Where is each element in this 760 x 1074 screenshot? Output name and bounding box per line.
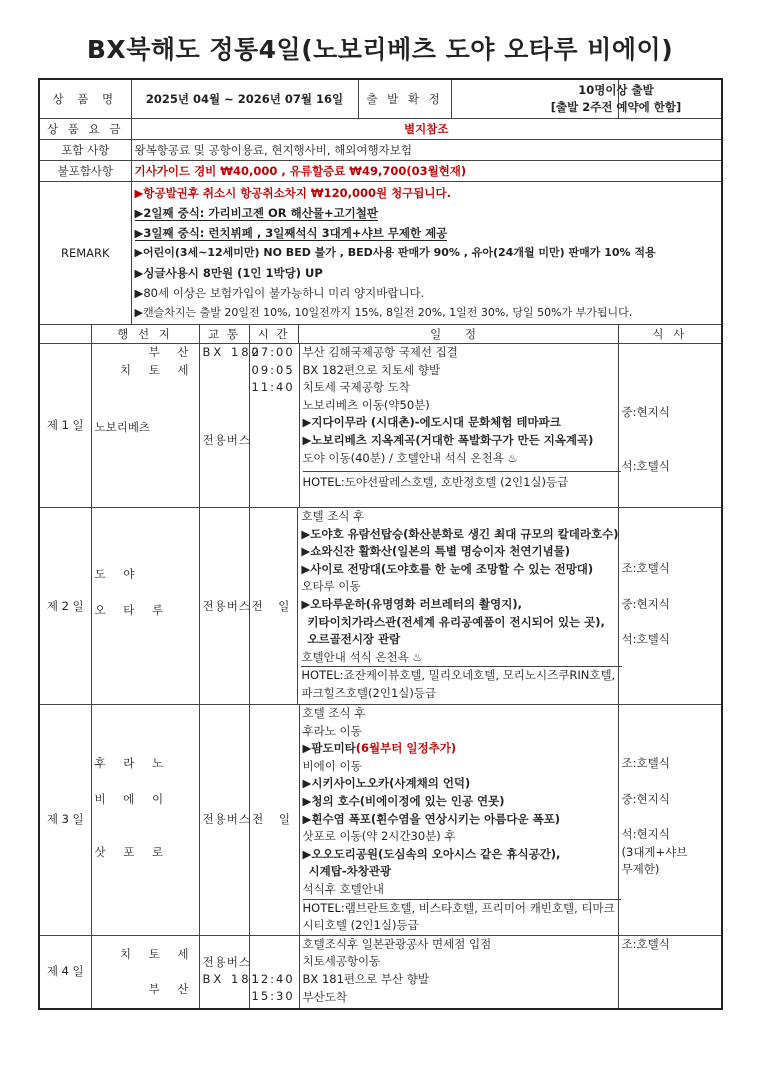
remark-line: ▶싱글사용시 8만원 (1인 1박당) UP (134, 266, 323, 280)
itinerary-line: 오르골전시장 관람 (307, 632, 401, 647)
itinerary-line: 도야 이동(40분) / 호텔안내 석식 온천욕 ♨ (302, 450, 518, 465)
meal: (3대게+샤브 (621, 844, 688, 859)
place: 비 에 이 (94, 791, 171, 806)
meal: 중:현지식 (621, 405, 670, 419)
itinerary-line: ▶시키사이노오카(사계채의 언덕) (302, 776, 471, 791)
place: 후 라 노 (94, 756, 171, 770)
hotel-line: HOTEL:죠잔케이뷰호텔, 밀리오네호텔, 모리노시즈쿠RIN호텔, (301, 666, 621, 685)
itinerary-line: 삿포로 이동(약 2시간30분) 후 (302, 829, 456, 844)
time: 12:40 (251, 971, 295, 986)
price-label: 상 품 요 금 (39, 119, 131, 140)
transport: 전용버스 (199, 508, 249, 705)
itinerary-line: ▶지다이무라 (시대촌)-에도시대 문화체험 테마파크 (302, 415, 561, 430)
meal: 석:호텔식 (621, 458, 670, 473)
itinerary-line: 치토세공항이동 (302, 954, 381, 969)
hotel-line: 파크힐즈호텔(2인1실)등급 (301, 685, 437, 700)
meal: 조:호텔식 (621, 561, 670, 575)
itinerary-line: 노보리베츠 이동(약50분) (302, 397, 430, 412)
day-row (39, 508, 722, 705)
itinerary-line: ▶쇼와신잔 활화산(일본의 특별 명승이자 천연기념물) (301, 544, 571, 559)
transport: 전용버스 (199, 705, 249, 936)
excluded-value: 기사가이드 경비 ₩40,000 , 유류할증료 ₩49,700(03월현재) (131, 161, 722, 182)
itinerary-line: 비에이 이동 (302, 758, 362, 773)
itinerary-line: 호텔 조식 후 (302, 706, 366, 720)
time: 전 일 (250, 508, 299, 704)
place: 부 산 (148, 982, 196, 997)
included-label: 포함 사항 (39, 140, 131, 161)
excluded-label: 불포함사항 (39, 161, 131, 182)
time: 07:00 (251, 345, 295, 359)
included-value: 왕복항공료 및 공항이용료, 현지행사비, 해외여행자보험 (131, 140, 722, 161)
itinerary-line: BX 181편으로 부산 향발 (302, 971, 429, 986)
period-label: 상 품 명 (39, 79, 131, 119)
remark-box (131, 182, 722, 325)
meal: 중:현지식 (621, 596, 670, 611)
time: 전 일 (250, 705, 300, 935)
meal: 석:현지식 (621, 827, 670, 842)
time: 15:30 (251, 989, 295, 1004)
remark-line: ▶항공발권후 취소시 항공취소차지 ₩120,000원 청구됩니다. (134, 186, 451, 200)
itinerary-line: 석식후 호텔안내 (302, 881, 384, 896)
remark-line: ▶캔슬차지는 출발 20일전 10%, 10일전까지 15%, 8일전 20%, 1일전 30%, 당일 50%가 부가됩니다. (134, 306, 633, 319)
col-transport: 교 통 (199, 325, 249, 344)
hotel-line: HOTEL:도야선팔레스호텔, 호반정호텔 (2인1실)등급 (303, 471, 621, 492)
itinerary-line: 부산도착 (302, 989, 347, 1004)
place: 치 토 세 (119, 362, 196, 377)
itinerary-line: 오타루 이동 (301, 579, 361, 594)
col-time: 시 간 (250, 325, 299, 343)
transport: BX 182 (202, 345, 262, 359)
meal: 조:호텔식 (621, 936, 670, 951)
confirm-line: [출발 2주전 예약에 한함] (550, 100, 682, 114)
place: 삿 포 로 (94, 845, 171, 860)
remark-line: ▶어린이(3세~12세미만) NO BED 불가 , BED사용 판매가 90% , 유아(24개월 미만) 판매가 10% 적용 (134, 246, 656, 259)
meal: 중:현지식 (621, 791, 670, 806)
transport: 전용버스 (202, 432, 251, 447)
hotel-line: HOTEL:램브란트호텔, 비스타호텔, 프리미어 캐빈호텔, 티마크 (303, 899, 621, 918)
col-destination: 행 선 지 (91, 325, 199, 344)
remark-line: ▶3일째 중식: 런치뷔페 , 3일째석식 3대게+샤브 무제한 제공 (134, 226, 448, 240)
confirm-text (514, 80, 718, 118)
itinerary-line: ▶청의 호수(비에이정에 있는 인공 연못) (302, 793, 505, 808)
itinerary-line: ▶노보리베츠 지옥계곡(거대한 폭발화구가 만든 지옥계곡) (302, 432, 594, 447)
tour-info-table (38, 78, 723, 1010)
place: 노보리베츠 (94, 420, 151, 435)
transport: BX 181 (202, 972, 262, 987)
meal: 석:호텔식 (621, 632, 670, 647)
col-meals: 식 사 (618, 325, 722, 344)
itinerary-line: 호텔조식후 일본관광공사 면세점 입점 (302, 936, 492, 951)
place: 부 산 (148, 345, 196, 359)
remark-label: REMARK (39, 182, 131, 325)
page-title: BX북해도 정통4일(노보리베츠 도야 오타루 비에이) (86, 35, 674, 64)
itinerary-line: 호텔안내 석식 온천욕 ♨ (301, 649, 423, 664)
itinerary-line: ▶오타루운하(유명영화 러브레터의 촬영지), (301, 596, 522, 611)
day-row (39, 705, 722, 936)
itinerary-line: ▶도야호 유람선탑승(화산분화로 생긴 최대 규모의 칼데라호수) (301, 526, 619, 541)
day-row (39, 344, 722, 508)
itinerary-line: ▶흰수염 폭포(흰수염을 연상시키는 아름다운 폭포) (302, 811, 561, 826)
time: 11:40 (251, 380, 295, 395)
day-label: 제 3 일 (39, 705, 91, 936)
itinerary-line: ▶오오도리공원(도심속의 오아시스 같은 휴식공간), (302, 846, 561, 861)
confirm-label: 출 발 확 정 (359, 80, 452, 118)
itinerary-line: 호텔 조식 후 (301, 509, 365, 523)
itinerary-line: ▶팜도미타(6월부터 일정추가) (302, 741, 457, 756)
day-row (39, 935, 722, 1009)
remark-line: ▶2일째 중식: 가리비고젠 OR 해산물+고기철판 (134, 206, 378, 220)
transport: 전용버스 (202, 954, 251, 969)
place: 치 토 세 (119, 946, 196, 961)
meal: 무제한) (621, 862, 660, 877)
day-label: 제 2 일 (39, 508, 91, 705)
itinerary-line: 후라노 이동 (302, 723, 362, 738)
place: 오 타 루 (94, 602, 171, 617)
col-itinerary: 일 정 (430, 326, 486, 341)
itinerary-line: 시계탑-차창관광 (308, 864, 392, 879)
price-value: 별지참조 (131, 119, 722, 140)
hotel-line: 시티호텔 (2인1실)등급 (302, 918, 419, 933)
day-label: 제 1 일 (39, 344, 91, 508)
confirm-line: 10명이상 출발 (578, 83, 654, 97)
place: 도 야 (94, 567, 142, 581)
itinerary-line: 부산 김해국제공항 국제선 집결 (302, 345, 458, 359)
itinerary-line: BX 182편으로 치토세 향발 (302, 362, 441, 377)
period-value: 2025년 04월 ~ 2026년 07월 16일 (132, 80, 359, 118)
itinerary-line: 치토세 국제공항 도착 (302, 380, 410, 395)
time: 09:05 (251, 362, 295, 377)
itinerary-line: ▶사이로 전망대(도야호를 한 눈에 조망할 수 있는 전망대) (301, 561, 594, 576)
itinerary-line: 키타이치가라스관(전세계 유리공예품이 전시되어 있는 곳), (307, 614, 605, 629)
day-label: 제 4 일 (39, 935, 91, 1009)
meal: 조:호텔식 (621, 756, 670, 770)
remark-line: ▶80세 이상은 보험가입이 불가능하니 미리 양지바랍니다. (134, 286, 425, 300)
